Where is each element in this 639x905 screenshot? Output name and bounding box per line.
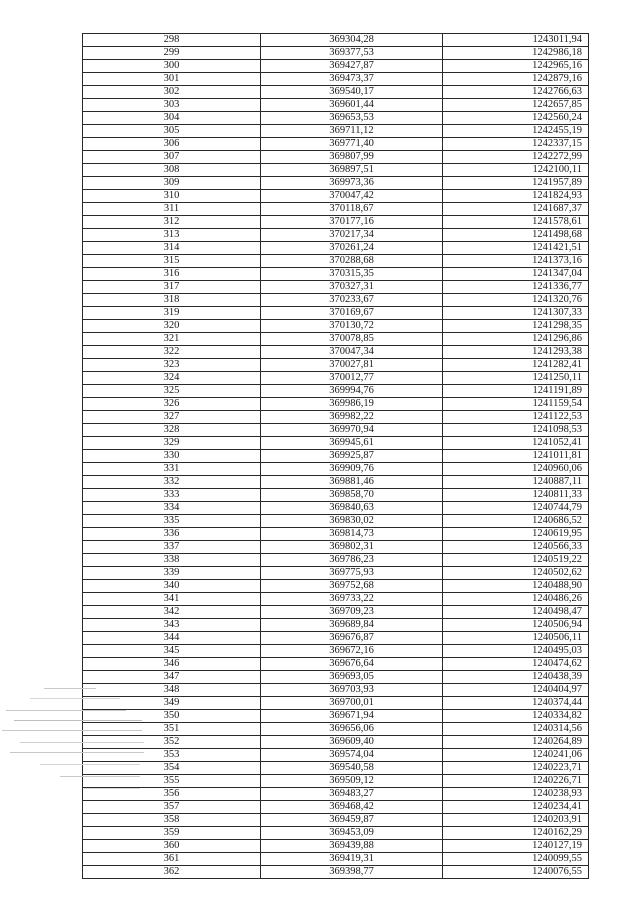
table-row (83, 658, 589, 671)
x-coordinate-cell: 369897,51 (261, 164, 443, 177)
y-coordinate-cell: 1241957,89 (443, 177, 589, 190)
x-coordinate-cell: 369840,63 (261, 502, 443, 515)
table-row (83, 515, 589, 528)
table-row (83, 229, 589, 242)
y-coordinate-cell: 1240241,06 (443, 749, 589, 762)
coordinates-table (82, 33, 589, 879)
table-row (83, 840, 589, 853)
point-number-cell: 343 (83, 619, 261, 632)
table-row (83, 814, 589, 827)
table-row (83, 619, 589, 632)
point-number-cell: 305 (83, 125, 261, 138)
y-coordinate-cell: 1241298,35 (443, 320, 589, 333)
y-coordinate-cell: 1240519,22 (443, 554, 589, 567)
table-row (83, 801, 589, 814)
x-coordinate-cell: 369653,53 (261, 112, 443, 125)
point-number-cell: 344 (83, 632, 261, 645)
x-coordinate-cell: 370288,68 (261, 255, 443, 268)
x-coordinate-cell: 369709,23 (261, 606, 443, 619)
x-coordinate-cell: 369672,16 (261, 645, 443, 658)
table-row (83, 541, 589, 554)
point-number-cell: 353 (83, 749, 261, 762)
point-number-cell: 317 (83, 281, 261, 294)
x-coordinate-cell: 369830,02 (261, 515, 443, 528)
point-number-cell: 314 (83, 242, 261, 255)
y-coordinate-cell: 1240238,93 (443, 788, 589, 801)
table-row (83, 632, 589, 645)
table-row (83, 398, 589, 411)
point-number-cell: 357 (83, 801, 261, 814)
y-coordinate-cell: 1241159,54 (443, 398, 589, 411)
y-coordinate-cell: 1240234,41 (443, 801, 589, 814)
y-coordinate-cell: 1240495,03 (443, 645, 589, 658)
y-coordinate-cell: 1240686,52 (443, 515, 589, 528)
y-coordinate-cell: 1240162,29 (443, 827, 589, 840)
x-coordinate-cell: 369814,73 (261, 528, 443, 541)
x-coordinate-cell: 369945,61 (261, 437, 443, 450)
x-coordinate-cell: 369483,27 (261, 788, 443, 801)
table-row (83, 437, 589, 450)
point-number-cell: 299 (83, 47, 261, 60)
table-row (83, 125, 589, 138)
x-coordinate-cell: 369459,87 (261, 814, 443, 827)
x-coordinate-cell: 369453,09 (261, 827, 443, 840)
x-coordinate-cell: 370027,81 (261, 359, 443, 372)
x-coordinate-cell: 369601,44 (261, 99, 443, 112)
table-row (83, 580, 589, 593)
x-coordinate-cell: 369439,88 (261, 840, 443, 853)
y-coordinate-cell: 1242100,11 (443, 164, 589, 177)
point-number-cell: 362 (83, 866, 261, 879)
x-coordinate-cell: 370315,35 (261, 268, 443, 281)
point-number-cell: 313 (83, 229, 261, 242)
point-number-cell: 346 (83, 658, 261, 671)
y-coordinate-cell: 1242337,15 (443, 138, 589, 151)
y-coordinate-cell: 1242657,85 (443, 99, 589, 112)
table-row (83, 86, 589, 99)
point-number-cell: 331 (83, 463, 261, 476)
y-coordinate-cell: 1240960,06 (443, 463, 589, 476)
point-number-cell: 306 (83, 138, 261, 151)
y-coordinate-cell: 1242986,18 (443, 47, 589, 60)
point-number-cell: 334 (83, 502, 261, 515)
table-row (83, 190, 589, 203)
x-coordinate-cell: 369994,76 (261, 385, 443, 398)
x-coordinate-cell: 369700,01 (261, 697, 443, 710)
table-row (83, 307, 589, 320)
point-number-cell: 349 (83, 697, 261, 710)
x-coordinate-cell: 369786,23 (261, 554, 443, 567)
x-coordinate-cell: 369693,05 (261, 671, 443, 684)
x-coordinate-cell: 369304,28 (261, 34, 443, 47)
point-number-cell: 303 (83, 99, 261, 112)
y-coordinate-cell: 1242879,16 (443, 73, 589, 86)
y-coordinate-cell: 1240099,55 (443, 853, 589, 866)
x-coordinate-cell: 369909,76 (261, 463, 443, 476)
table-row (83, 450, 589, 463)
x-coordinate-cell: 370217,34 (261, 229, 443, 242)
y-coordinate-cell: 1240506,94 (443, 619, 589, 632)
y-coordinate-cell: 1241011,81 (443, 450, 589, 463)
y-coordinate-cell: 1240887,11 (443, 476, 589, 489)
x-coordinate-cell: 369468,42 (261, 801, 443, 814)
x-coordinate-cell: 369419,31 (261, 853, 443, 866)
point-number-cell: 339 (83, 567, 261, 580)
y-coordinate-cell: 1241320,76 (443, 294, 589, 307)
point-number-cell: 328 (83, 424, 261, 437)
x-coordinate-cell: 369858,70 (261, 489, 443, 502)
table-row (83, 528, 589, 541)
x-coordinate-cell: 370047,42 (261, 190, 443, 203)
x-coordinate-cell: 369986,19 (261, 398, 443, 411)
table-row (83, 99, 589, 112)
x-coordinate-cell: 370233,67 (261, 294, 443, 307)
y-coordinate-cell: 1240438,39 (443, 671, 589, 684)
table-row (83, 645, 589, 658)
point-number-cell: 300 (83, 60, 261, 73)
point-number-cell: 321 (83, 333, 261, 346)
point-number-cell: 304 (83, 112, 261, 125)
y-coordinate-cell: 1240314,56 (443, 723, 589, 736)
table-row (83, 294, 589, 307)
point-number-cell: 322 (83, 346, 261, 359)
point-number-cell: 307 (83, 151, 261, 164)
coordinates-table-body (83, 34, 589, 879)
x-coordinate-cell: 369881,46 (261, 476, 443, 489)
y-coordinate-cell: 1240744,79 (443, 502, 589, 515)
x-coordinate-cell: 369771,40 (261, 138, 443, 151)
x-coordinate-cell: 369473,37 (261, 73, 443, 86)
point-number-cell: 310 (83, 190, 261, 203)
point-number-cell: 301 (83, 73, 261, 86)
point-number-cell: 350 (83, 710, 261, 723)
y-coordinate-cell: 1241347,04 (443, 268, 589, 281)
y-coordinate-cell: 1242766,63 (443, 86, 589, 99)
point-number-cell: 333 (83, 489, 261, 502)
y-coordinate-cell: 1242965,16 (443, 60, 589, 73)
x-coordinate-cell: 370169,67 (261, 307, 443, 320)
point-number-cell: 309 (83, 177, 261, 190)
x-coordinate-cell: 370047,34 (261, 346, 443, 359)
table-row (83, 151, 589, 164)
x-coordinate-cell: 370327,31 (261, 281, 443, 294)
x-coordinate-cell: 369656,06 (261, 723, 443, 736)
table-row (83, 554, 589, 567)
y-coordinate-cell: 1241191,89 (443, 385, 589, 398)
y-coordinate-cell: 1240619,95 (443, 528, 589, 541)
table-row (83, 268, 589, 281)
point-number-cell: 356 (83, 788, 261, 801)
point-number-cell: 320 (83, 320, 261, 333)
y-coordinate-cell: 1242455,19 (443, 125, 589, 138)
table-row (83, 502, 589, 515)
point-number-cell: 348 (83, 684, 261, 697)
y-coordinate-cell: 1242272,99 (443, 151, 589, 164)
table-row (83, 372, 589, 385)
y-coordinate-cell: 1241052,41 (443, 437, 589, 450)
x-coordinate-cell: 369427,87 (261, 60, 443, 73)
table-row (83, 138, 589, 151)
x-coordinate-cell: 369925,87 (261, 450, 443, 463)
table-row (83, 346, 589, 359)
table-row (83, 489, 589, 502)
x-coordinate-cell: 369703,93 (261, 684, 443, 697)
table-row (83, 606, 589, 619)
table-row (83, 788, 589, 801)
point-number-cell: 340 (83, 580, 261, 593)
table-row (83, 853, 589, 866)
table-row (83, 463, 589, 476)
table-row (83, 697, 589, 710)
y-coordinate-cell: 1240506,11 (443, 632, 589, 645)
point-number-cell: 329 (83, 437, 261, 450)
point-number-cell: 298 (83, 34, 261, 47)
y-coordinate-cell: 1243011,94 (443, 34, 589, 47)
y-coordinate-cell: 1241282,41 (443, 359, 589, 372)
point-number-cell: 338 (83, 554, 261, 567)
y-coordinate-cell: 1241824,93 (443, 190, 589, 203)
y-coordinate-cell: 1241421,51 (443, 242, 589, 255)
x-coordinate-cell: 369676,87 (261, 632, 443, 645)
table-row (83, 73, 589, 86)
table-row (83, 34, 589, 47)
table-row (83, 736, 589, 749)
y-coordinate-cell: 1241498,68 (443, 229, 589, 242)
point-number-cell: 311 (83, 203, 261, 216)
table-row (83, 411, 589, 424)
table-row (83, 164, 589, 177)
y-coordinate-cell: 1240374,44 (443, 697, 589, 710)
y-coordinate-cell: 1240226,71 (443, 775, 589, 788)
y-coordinate-cell: 1241336,77 (443, 281, 589, 294)
x-coordinate-cell: 369802,31 (261, 541, 443, 554)
x-coordinate-cell: 369609,40 (261, 736, 443, 749)
y-coordinate-cell: 1240334,82 (443, 710, 589, 723)
point-number-cell: 341 (83, 593, 261, 606)
point-number-cell: 332 (83, 476, 261, 489)
point-number-cell: 337 (83, 541, 261, 554)
point-number-cell: 351 (83, 723, 261, 736)
table-row (83, 710, 589, 723)
x-coordinate-cell: 369676,64 (261, 658, 443, 671)
point-number-cell: 352 (83, 736, 261, 749)
point-number-cell: 355 (83, 775, 261, 788)
table-row (83, 320, 589, 333)
table-row (83, 385, 589, 398)
table-row (83, 866, 589, 879)
point-number-cell: 325 (83, 385, 261, 398)
x-coordinate-cell: 369733,22 (261, 593, 443, 606)
table-row (83, 333, 589, 346)
table-row (83, 749, 589, 762)
x-coordinate-cell: 370261,24 (261, 242, 443, 255)
table-row (83, 60, 589, 73)
point-number-cell: 336 (83, 528, 261, 541)
point-number-cell: 302 (83, 86, 261, 99)
x-coordinate-cell: 369807,99 (261, 151, 443, 164)
y-coordinate-cell: 1240264,89 (443, 736, 589, 749)
x-coordinate-cell: 370078,85 (261, 333, 443, 346)
x-coordinate-cell: 370118,67 (261, 203, 443, 216)
y-coordinate-cell: 1241687,37 (443, 203, 589, 216)
table-row (83, 359, 589, 372)
point-number-cell: 316 (83, 268, 261, 281)
point-number-cell: 359 (83, 827, 261, 840)
point-number-cell: 324 (83, 372, 261, 385)
table-row (83, 216, 589, 229)
x-coordinate-cell: 369689,84 (261, 619, 443, 632)
margin-scan-artifact (0, 686, 150, 798)
x-coordinate-cell: 369973,36 (261, 177, 443, 190)
point-number-cell: 345 (83, 645, 261, 658)
point-number-cell: 347 (83, 671, 261, 684)
point-number-cell: 319 (83, 307, 261, 320)
x-coordinate-cell: 369982,22 (261, 411, 443, 424)
point-number-cell: 342 (83, 606, 261, 619)
point-number-cell: 327 (83, 411, 261, 424)
x-coordinate-cell: 370177,16 (261, 216, 443, 229)
y-coordinate-cell: 1240502,62 (443, 567, 589, 580)
point-number-cell: 330 (83, 450, 261, 463)
y-coordinate-cell: 1241098,53 (443, 424, 589, 437)
y-coordinate-cell: 1241250,11 (443, 372, 589, 385)
y-coordinate-cell: 1240486,26 (443, 593, 589, 606)
y-coordinate-cell: 1240811,33 (443, 489, 589, 502)
y-coordinate-cell: 1240076,55 (443, 866, 589, 879)
x-coordinate-cell: 369775,93 (261, 567, 443, 580)
point-number-cell: 323 (83, 359, 261, 372)
table-row (83, 671, 589, 684)
x-coordinate-cell: 369574,04 (261, 749, 443, 762)
point-number-cell: 312 (83, 216, 261, 229)
x-coordinate-cell: 369509,12 (261, 775, 443, 788)
table-row (83, 593, 589, 606)
x-coordinate-cell: 369398,77 (261, 866, 443, 879)
y-coordinate-cell: 1240566,33 (443, 541, 589, 554)
table-row (83, 762, 589, 775)
y-coordinate-cell: 1241578,61 (443, 216, 589, 229)
table-row (83, 281, 589, 294)
table-row (83, 424, 589, 437)
point-number-cell: 315 (83, 255, 261, 268)
y-coordinate-cell: 1240223,71 (443, 762, 589, 775)
x-coordinate-cell: 369970,94 (261, 424, 443, 437)
x-coordinate-cell: 369671,94 (261, 710, 443, 723)
table-row (83, 242, 589, 255)
y-coordinate-cell: 1240127,19 (443, 840, 589, 853)
x-coordinate-cell: 369377,53 (261, 47, 443, 60)
point-number-cell: 358 (83, 814, 261, 827)
x-coordinate-cell: 369540,17 (261, 86, 443, 99)
y-coordinate-cell: 1240474,62 (443, 658, 589, 671)
table-row (83, 203, 589, 216)
table-row (83, 255, 589, 268)
y-coordinate-cell: 1242560,24 (443, 112, 589, 125)
y-coordinate-cell: 1240404,97 (443, 684, 589, 697)
x-coordinate-cell: 369711,12 (261, 125, 443, 138)
point-number-cell: 318 (83, 294, 261, 307)
table-row (83, 684, 589, 697)
table-row (83, 775, 589, 788)
x-coordinate-cell: 369752,68 (261, 580, 443, 593)
y-coordinate-cell: 1240498,47 (443, 606, 589, 619)
point-number-cell: 326 (83, 398, 261, 411)
y-coordinate-cell: 1240488,90 (443, 580, 589, 593)
table-row (83, 476, 589, 489)
x-coordinate-cell: 370130,72 (261, 320, 443, 333)
y-coordinate-cell: 1241296,86 (443, 333, 589, 346)
table-row (83, 723, 589, 736)
x-coordinate-cell: 369540,58 (261, 762, 443, 775)
x-coordinate-cell: 370012,77 (261, 372, 443, 385)
y-coordinate-cell: 1241293,38 (443, 346, 589, 359)
y-coordinate-cell: 1240203,91 (443, 814, 589, 827)
point-number-cell: 335 (83, 515, 261, 528)
table-row (83, 112, 589, 125)
point-number-cell: 354 (83, 762, 261, 775)
point-number-cell: 308 (83, 164, 261, 177)
y-coordinate-cell: 1241307,33 (443, 307, 589, 320)
table-row (83, 47, 589, 60)
point-number-cell: 361 (83, 853, 261, 866)
point-number-cell: 360 (83, 840, 261, 853)
table-row (83, 567, 589, 580)
table-row (83, 827, 589, 840)
y-coordinate-cell: 1241122,53 (443, 411, 589, 424)
y-coordinate-cell: 1241373,16 (443, 255, 589, 268)
table-row (83, 177, 589, 190)
